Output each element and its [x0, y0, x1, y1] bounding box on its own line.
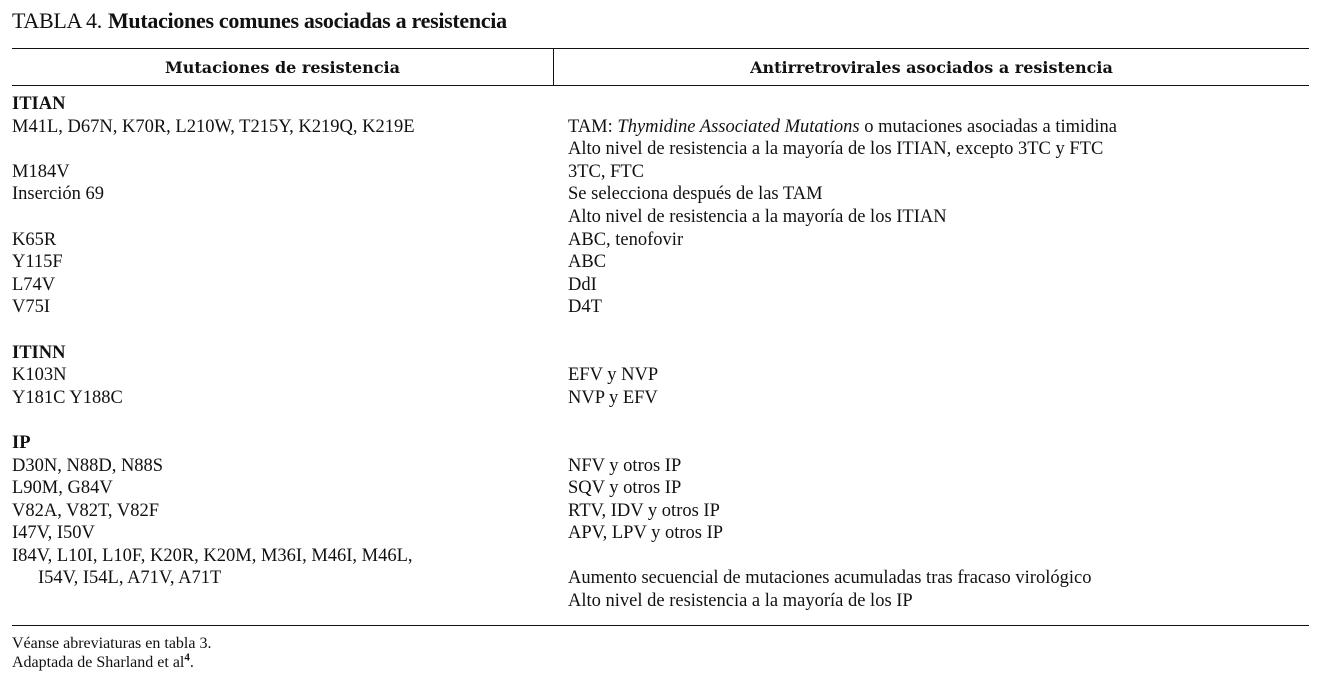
antiretroviral-prefix: TAM:	[568, 116, 618, 137]
antiretroviral-cell: Alto nivel de resistencia a la mayoría de los IP	[568, 591, 913, 612]
mutation-cell	[12, 409, 552, 432]
mutation-cell: Y181C Y188C	[12, 387, 123, 408]
footnotes	[12, 634, 211, 672]
group-heading: ITINN	[12, 342, 66, 363]
group-heading: IP	[12, 432, 31, 453]
mutation-cell: V75I	[12, 297, 51, 318]
antiretroviral-cell: RTV, IDV y otros IP	[568, 500, 720, 521]
antiretroviral-cell	[568, 319, 1308, 342]
antiretroviral-cell: Alto nivel de resistencia a la mayoría de los ITIAN, excepto 3TC y FTC	[568, 139, 1104, 160]
table-bottom-rule	[12, 625, 1309, 626]
antiretrovirals-column	[568, 93, 1308, 613]
antiretroviral-suffix: o mutaciones asociadas a timidina	[859, 116, 1117, 137]
table-top-rule	[12, 48, 1309, 49]
antiretroviral-cell: NVP y EFV	[568, 387, 658, 408]
mutation-cell: K103N	[12, 365, 67, 386]
footnote-source	[12, 653, 211, 672]
antiretroviral-cell: DdI	[568, 274, 597, 295]
mutation-cell: L90M, G84V	[12, 478, 113, 499]
footnote-reference: 4	[184, 651, 190, 664]
mutation-cell: V82A, V82T, V82F	[12, 500, 159, 521]
mutation-cell: I54V, I54L, A71V, A71T	[38, 568, 222, 589]
antiretroviral-cell: ABC, tenofovir	[568, 229, 684, 250]
antiretroviral-cell: ABC	[568, 252, 607, 273]
mutation-cell: I47V, I50V	[12, 523, 95, 544]
table-label: TABLA 4.	[12, 8, 102, 33]
antiretroviral-cell: 3TC, FTC	[568, 161, 645, 182]
table-title-text: Mutaciones comunes asociadas a resistencia	[107, 8, 507, 33]
footnote-abbreviations: Véanse abreviaturas en tabla 3.	[12, 635, 212, 652]
mutation-cell	[12, 206, 552, 229]
antiretroviral-cell	[568, 116, 1308, 139]
antiretroviral-cell	[568, 545, 1308, 568]
antiretroviral-cell: Aumento secuencial de mutaciones acumuladas tras fracaso virológico	[568, 568, 1092, 589]
antiretroviral-cell: D4T	[568, 297, 602, 318]
antiretroviral-cell: Se selecciona después de las TAM	[568, 184, 823, 205]
antiretroviral-cell: Alto nivel de resistencia a la mayoría de los ITIAN	[568, 206, 947, 227]
mutation-cell: M184V	[12, 161, 70, 182]
mutation-cell	[12, 590, 552, 613]
mutation-cell: K65R	[12, 229, 57, 250]
table-title	[12, 8, 507, 34]
header-antiretrovirals: Antirretrovirales asociados a resistencia	[750, 58, 1113, 77]
mutation-cell: Y115F	[12, 252, 63, 273]
mutation-cell: D30N, N88D, N88S	[12, 455, 164, 476]
mutation-cell: I84V, L10I, L10F, K20R, K20M, M36I, M46I, M46L,	[12, 545, 413, 566]
antiretroviral-cell	[568, 93, 1308, 116]
antiretroviral-cell	[568, 409, 1308, 432]
antiretroviral-italic: Thymidine Associated Mutations	[617, 116, 860, 137]
header-mutations: Mutaciones de resistencia	[164, 58, 400, 77]
mutations-column	[12, 93, 552, 613]
header-bottom-rule	[12, 85, 1309, 86]
footnote-source-end: .	[189, 654, 194, 671]
mutation-cell	[12, 319, 552, 342]
antiretroviral-cell: APV, LPV y otros IP	[568, 523, 724, 544]
group-heading: ITIAN	[12, 94, 66, 114]
antiretroviral-cell	[568, 432, 1308, 455]
footnote-source-text: Adaptada de Sharland et al	[12, 654, 185, 671]
antiretroviral-cell: EFV y NVP	[568, 365, 659, 386]
mutation-cell	[12, 138, 552, 161]
antiretroviral-cell: SQV y otros IP	[568, 478, 682, 499]
mutation-cell: M41L, D67N, K70R, L210W, T215Y, K219Q, K219E	[12, 116, 415, 137]
mutation-cell: L74V	[12, 274, 56, 295]
antiretroviral-cell: NFV y otros IP	[568, 455, 682, 476]
mutation-cell: Inserción 69	[12, 184, 104, 205]
antiretroviral-cell	[568, 342, 1308, 365]
